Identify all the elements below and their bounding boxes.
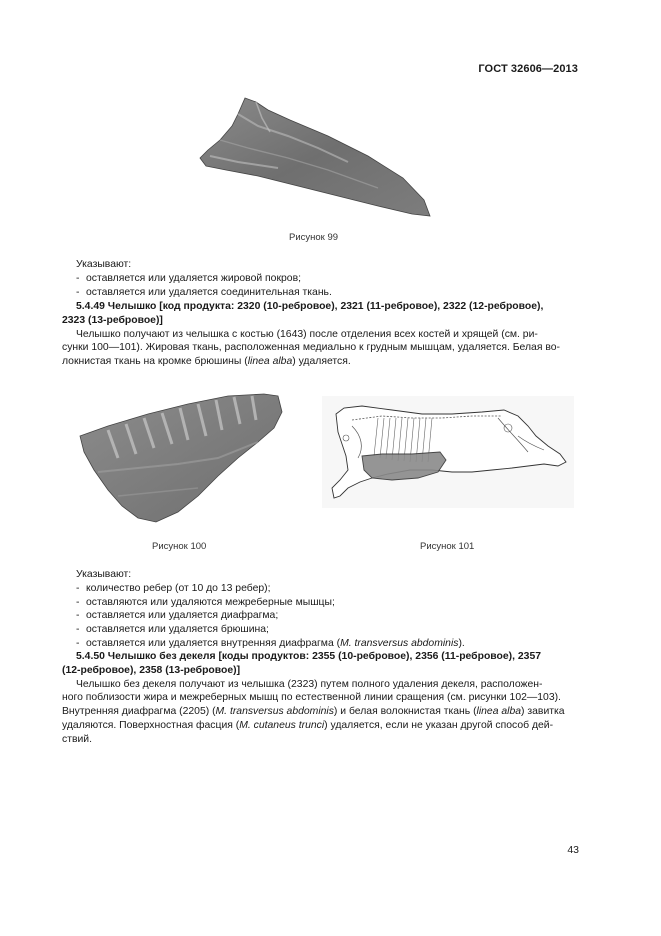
list-item: - оставляется или удаляется брюшина;	[76, 624, 269, 636]
paragraph-line: сунки 100—101). Жировая ткань, расположенная медиально к грудным мышцам, удаляется. Белая во-	[62, 342, 560, 354]
figure-101-image	[322, 396, 574, 508]
paragraph-line: локнистая ткань на кромке брюшины (linea alba) удаляется.	[62, 356, 351, 368]
paragraph-line: удаляются. Поверхностная фасция (M. cutaneus trunci) удаляется, если не указан другой способ дей-	[62, 719, 554, 731]
section-2	[62, 568, 582, 651]
list-item: - оставляются или удаляются межреберные мышцы;	[76, 596, 335, 608]
section-5-4-50-title-line1: 5.4.50 Челышко без декеля [коды продуктов: 2355 (10-ребровое), 2356 (11-ребровое), 2357	[76, 651, 542, 662]
section-5-4-50-title-line2: (12-ребровое), 2358 (13-ребровое)]	[62, 664, 241, 676]
section-5-4-50	[62, 650, 582, 747]
page-number: 43	[567, 844, 579, 856]
list-item: - оставляется или удаляется соединительная ткань.	[76, 286, 332, 298]
figure-100-image	[78, 392, 284, 526]
section-5-4-49-title-line2: 2323 (13-ребровое)]	[62, 314, 163, 326]
list-item: - оставляется или удаляется внутренняя диафрагма (M. transversus abdominis).	[76, 637, 465, 649]
paragraph-line: ного поблизости жира и межреберных мышц по естественной линии сращения (см. рисунки 102—103).	[62, 692, 561, 704]
section-1-intro: Указывают:	[76, 259, 132, 270]
list-item: - количество ребер (от 10 до 13 ребер);	[76, 582, 271, 594]
figure-100-caption: Рисунок 100	[152, 541, 207, 552]
figure-99-caption: Рисунок 99	[289, 232, 339, 243]
standard-header: ГОСТ 32606—2013	[478, 63, 578, 75]
section-1	[62, 258, 582, 299]
paragraph-line: Челышко без декеля получают из челышка (2323) путем полного удаления декеля, расположен-	[76, 678, 543, 690]
paragraph-line: Внутренняя диафрагма (2205) (M. transversus abdominis) и белая волокнистая ткань (linea alba) завитка	[62, 706, 565, 718]
figure-101-caption: Рисунок 101	[420, 541, 475, 552]
paragraph-line: Челышко получают из челышка с костью (1643) после отделения всех костей и хрящей (см. ри-	[76, 328, 538, 340]
paragraph-line: ствий.	[62, 733, 92, 745]
section-5-4-49	[62, 300, 582, 369]
figure-99-image	[198, 96, 438, 218]
section-2-intro: Указывают:	[76, 569, 132, 580]
list-item: - оставляется или удаляется диафрагма;	[76, 610, 279, 622]
section-5-4-49-title-line1: 5.4.49 Челышко [код продукта: 2320 (10-ребровое), 2321 (11-ребровое), 2322 (12-ребровое),	[76, 301, 544, 312]
list-item: - оставляется или удаляется жировой покров;	[76, 272, 301, 284]
